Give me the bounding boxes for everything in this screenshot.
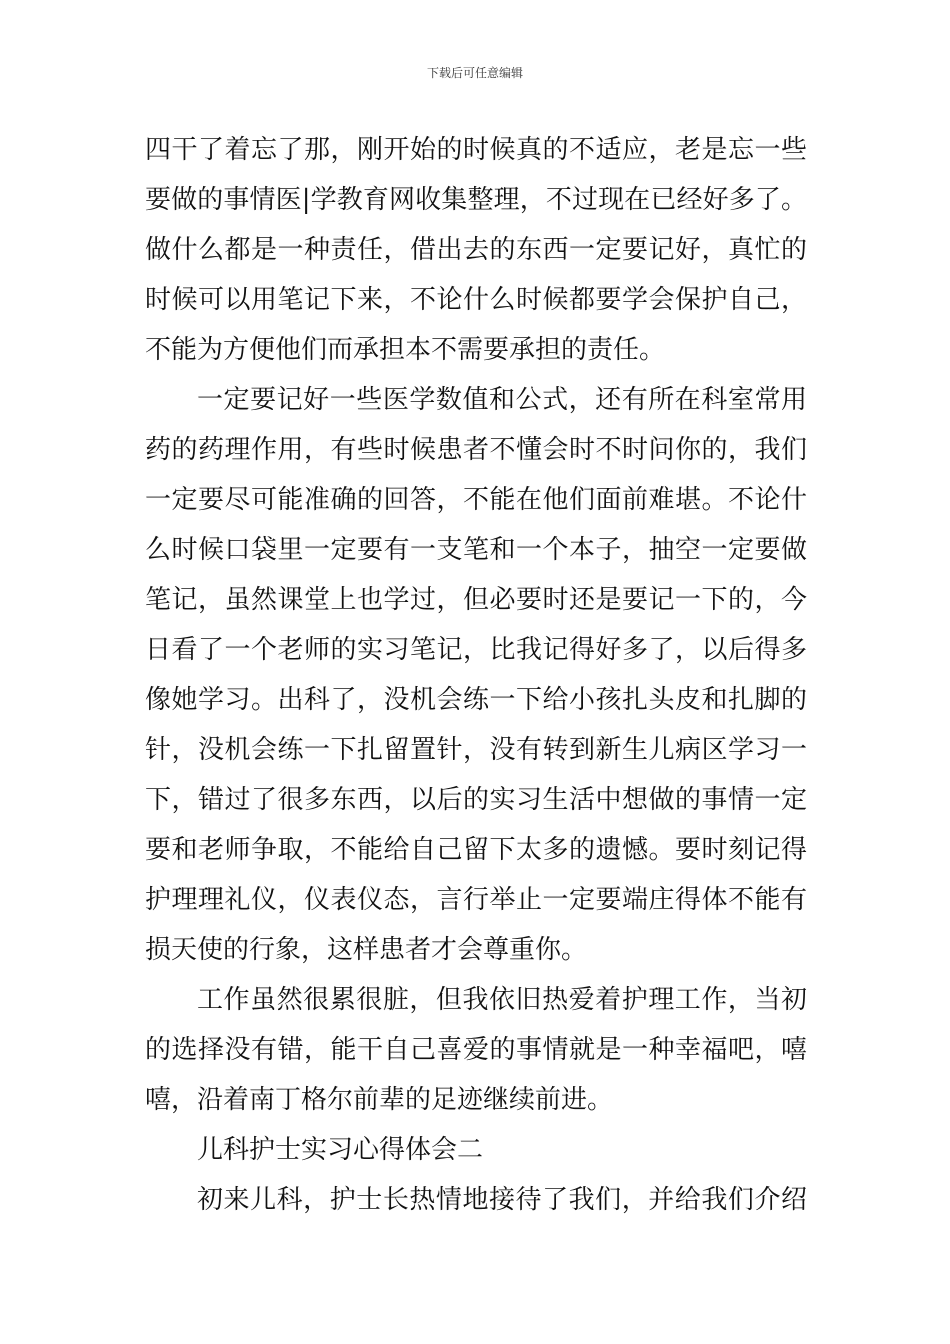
text-line: 像她学习。出科了，没机会练一下给小孩扎头皮和扎脚的 (145, 685, 807, 715)
text-line: 时候可以用笔记下来，不论什么时候都要学会保护自己， (145, 285, 807, 315)
text-line: 护理理礼仪，仪表仪态，言行举止一定要端庄得体不能有 (145, 885, 807, 915)
page-header: 下载后可任意编辑 (426, 66, 523, 80)
text-line: 日看了一个老师的实习笔记，比我记得好多了，以后得多 (145, 635, 807, 665)
text-line: 做什么都是一种责任，借出去的东西一定要记好，真忙的 (145, 235, 807, 265)
text-line: 下，错过了很多东西，以后的实习生活中想做的事情一定 (145, 785, 807, 815)
text-line: 的选择没有错，能干自己喜爱的事情就是一种幸福吧，嘻 (145, 1035, 807, 1065)
text-line: 四干了着忘了那，刚开始的时候真的不适应，老是忘一些 (145, 135, 807, 165)
text-line: 要做的事情医|学教育网收集整理，不过现在已经好多了。 (145, 185, 807, 215)
text-line: 要和老师争取，不能给自己留下太多的遗憾。要时刻记得 (145, 835, 807, 865)
text-line: 嘻，沿着南丁格尔前辈的足迹继续前进。 (145, 1085, 614, 1115)
document-body (145, 125, 807, 1225)
text-line: 工作虽然很累很脏，但我依旧热爱着护理工作，当初 (197, 985, 807, 1015)
text-line: 笔记，虽然课堂上也学过，但必要时还是要记一下的，今 (145, 585, 807, 615)
text-line: 不能为方便他们而承担本不需要承担的责任。 (145, 335, 666, 365)
text-line: 儿科护士实习心得体会二 (197, 1135, 484, 1165)
text-line: 初来儿科，护士长热情地接待了我们，并给我们介绍 (197, 1185, 807, 1215)
text-line: 一定要尽可能准确的回答，不能在他们面前难堪。不论什 (145, 485, 807, 515)
text-line: 药的药理作用，有些时候患者不懂会时不时问你的，我们 (145, 435, 807, 465)
text-line: 一定要记好一些医学数值和公式，还有所在科室常用 (197, 385, 807, 415)
text-line: 损天使的行象，这样患者才会尊重你。 (145, 935, 588, 965)
text-line: 么时候口袋里一定要有一支笔和一个本子，抽空一定要做 (145, 535, 807, 565)
text-line: 针，没机会练一下扎留置针，没有转到新生儿病区学习一 (145, 735, 807, 765)
